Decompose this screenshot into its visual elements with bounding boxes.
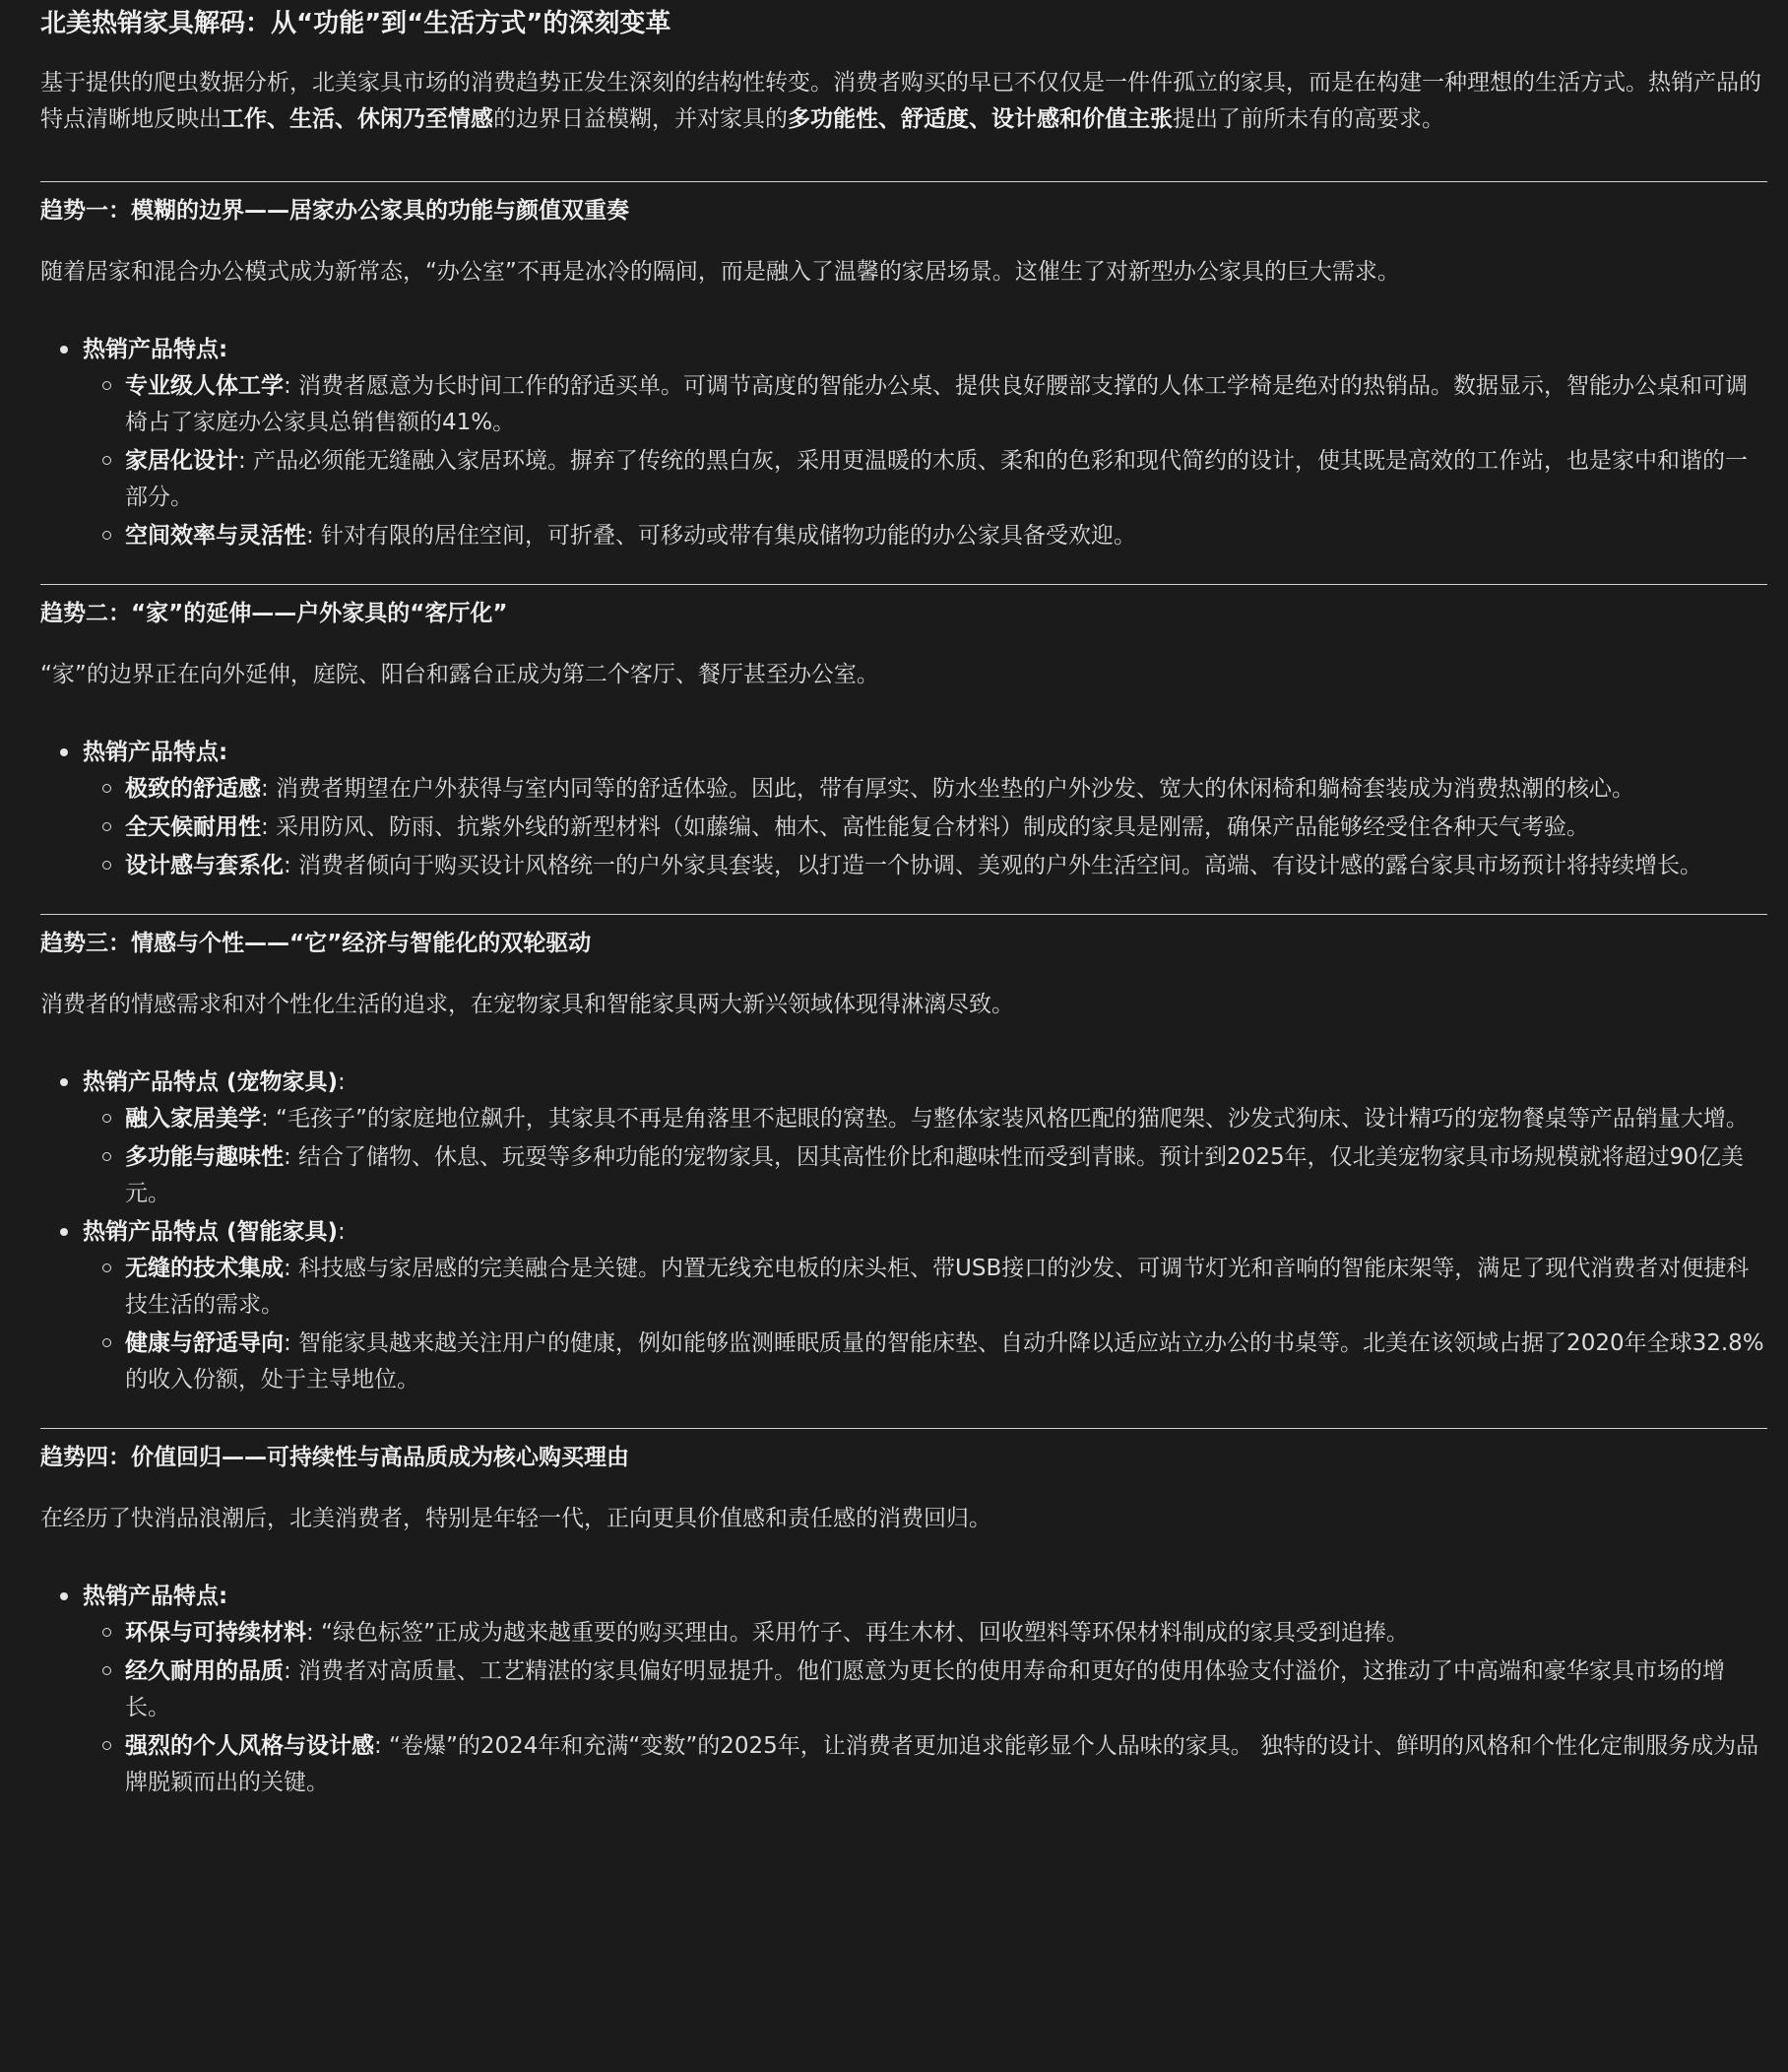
feature-item [83, 1251, 1766, 1324]
group-label-qualifier: (宠物家具) [219, 1069, 339, 1095]
group-label-text: 热销产品特点 [83, 337, 219, 362]
feature-item [83, 1653, 1766, 1726]
feature-group-label [83, 735, 1766, 771]
feature-item-text: : “绿色标签”正成为越来越重要的购买理由。采用竹子、再生木材、回收塑料等环保材料制成的家具受到追捧。 [306, 1620, 1409, 1646]
group-label-colon: : [219, 337, 228, 362]
feature-group-label [83, 332, 1766, 368]
feature-group-label [83, 1579, 1766, 1615]
feature-group [40, 735, 1766, 884]
trend-section [40, 194, 1766, 554]
group-label-colon: : [219, 1584, 228, 1609]
feature-group-label [83, 1214, 1766, 1251]
feature-item [83, 1326, 1766, 1398]
trends-container [40, 181, 1766, 1801]
group-label-text: 热销产品特点 [83, 1219, 219, 1245]
section-divider [40, 181, 1767, 182]
feature-items [83, 771, 1766, 884]
feature-item [83, 809, 1766, 846]
section-divider [40, 584, 1767, 585]
feature-item [83, 1615, 1766, 1651]
feature-group [40, 1214, 1766, 1398]
trend-description: 随着居家和混合办公模式成为新常态，“办公室”不再是冰冷的隔间，而是融入了温馨的家居场景。这催生了对新型办公家具的巨大需求。 [40, 259, 1400, 285]
trend-section [40, 1441, 1766, 1801]
feature-item-key: 家居化设计 [125, 448, 238, 474]
feature-item-key: 无缝的技术集成 [125, 1256, 284, 1281]
group-label-text: 热销产品特点 [83, 1584, 219, 1609]
group-label-colon: : [219, 740, 228, 765]
intro-paragraph [40, 65, 1766, 138]
section-divider [40, 1428, 1767, 1429]
feature-item-text: : 消费者期望在户外获得与室内同等的舒适体验。因此，带有厚实、防水坐垫的户外沙发、宽大的休闲椅和躺椅套装成为消费热潮的核心。 [261, 776, 1635, 802]
feature-item [83, 1101, 1766, 1137]
trend-heading: 趋势一：模糊的边界——居家办公家具的功能与颜值双重奏 [40, 198, 629, 224]
trend-description: “家”的边界正在向外延伸，庭院、阳台和露台正成为第二个客厅、餐厅甚至办公室。 [40, 662, 879, 687]
feature-item [83, 1728, 1766, 1801]
feature-items [83, 1101, 1766, 1212]
feature-item-text: : 产品必须能无缝融入家居环境。摒弃了传统的黑白灰，采用更温暖的木质、柔和的色彩和现代简约的设计，使其既是高效的工作站，也是家中和谐的一部分。 [125, 448, 1749, 510]
feature-item-text: : 消费者倾向于购买设计风格统一的户外家具套装，以打造一个协调、美观的户外生活空间。高端、有设计感的露台家具市场预计将持续增长。 [284, 853, 1703, 878]
feature-item [83, 1139, 1766, 1212]
group-label-text: 热销产品特点 [83, 740, 219, 765]
feature-item-text: : 针对有限的居住空间，可折叠、可移动或带有集成储物功能的办公家具备受欢迎。 [306, 523, 1137, 549]
intro-bold-1: 工作、生活、休闲乃至情感 [222, 106, 493, 132]
group-label-text: 热销产品特点 [83, 1069, 219, 1095]
trend-heading: 趋势三：情感与个性——“它”经济与智能化的双轮驱动 [40, 931, 592, 956]
feature-item [83, 771, 1766, 808]
feature-item-key: 设计感与套系化 [125, 853, 284, 878]
feature-list [40, 735, 1766, 884]
intro-bold-2: 多功能性、舒适度、设计感和价值主张 [788, 106, 1173, 132]
feature-item-key: 极致的舒适感 [125, 776, 261, 802]
group-label-colon: : [338, 1219, 346, 1245]
feature-item-key: 经久耐用的品质 [125, 1658, 284, 1684]
feature-items [83, 368, 1766, 554]
intro-text-2: 的边界日益模糊，并对家具的 [493, 106, 788, 132]
intro-text-3: 提出了前所未有的高要求。 [1173, 106, 1444, 132]
trend-section [40, 927, 1766, 1398]
feature-item-text: : “毛孩子”的家庭地位飙升，其家具不再是角落里不起眼的窝垫。与整体家装风格匹配的猫爬架、沙发式狗床、设计精巧的宠物餐桌等产品销量大增。 [261, 1106, 1749, 1132]
feature-group [40, 1579, 1766, 1801]
page-title: 北美热销家具解码：从“功能”到“生活方式”的深刻变革 [40, 9, 671, 38]
feature-items [83, 1251, 1766, 1398]
feature-item-text: : 采用防风、防雨、抗紫外线的新型材料（如藤编、柚木、高性能复合材料）制成的家具是刚需，确保产品能够经受住各种天气考验。 [261, 814, 1590, 840]
trend-heading: 趋势二：“家”的延伸——户外家具的“客厅化” [40, 601, 508, 626]
feature-list [40, 1065, 1766, 1398]
feature-item [83, 443, 1766, 516]
feature-item-text: : 科技感与家居感的完美融合是关键。内置无线充电板的床头柜、带USB接口的沙发、可调节灯光和音响的智能床架等，满足了现代消费者对便捷科技生活的需求。 [125, 1256, 1750, 1318]
feature-items [83, 1615, 1766, 1801]
feature-item-text: : 消费者愿意为长时间工作的舒适买单。可调节高度的智能办公桌、提供良好腰部支撑的人体工学椅是绝对的热销品。数据显示，智能办公桌和可调椅占了家庭办公家具总销售额的41%。 [125, 373, 1749, 435]
trend-heading: 趋势四：价值回归——可持续性与高品质成为核心购买理由 [40, 1445, 629, 1470]
feature-item-text: : 智能家具越来越关注用户的健康，例如能够监测睡眠质量的智能床垫、自动升降以适应站立办公的书桌等。北美在该领域占据了2020年全球32.8%的收入份额，处于主导地位。 [125, 1330, 1764, 1392]
feature-item-text: : 结合了储物、休息、玩耍等多种功能的宠物家具，因其高性价比和趣味性而受到青睐。预计到2025年，仅北美宠物家具市场规模就将超过90亿美元。 [125, 1144, 1744, 1206]
feature-item [83, 368, 1766, 441]
feature-list [40, 1579, 1766, 1801]
feature-item-key: 全天候耐用性 [125, 814, 261, 840]
trend-description: 消费者的情感需求和对个性化生活的追求，在宠物家具和智能家具两大新兴领域体现得淋漓尽致。 [40, 992, 1014, 1017]
feature-item [83, 518, 1766, 554]
feature-item-key: 融入家居美学 [125, 1106, 261, 1132]
feature-group-label [83, 1065, 1766, 1101]
feature-item-key: 空间效率与灵活性 [125, 523, 306, 549]
group-label-colon: : [338, 1069, 346, 1095]
trend-section [40, 597, 1766, 884]
feature-group [40, 1065, 1766, 1212]
trend-description: 在经历了快消品浪潮后，北美消费者，特别是年轻一代，正向更具价值感和责任感的消费回归。 [40, 1506, 991, 1531]
feature-item-key: 健康与舒适导向 [125, 1330, 284, 1356]
feature-item-key: 多功能与趣味性 [125, 1144, 284, 1170]
feature-item-key: 强烈的个人风格与设计感 [125, 1733, 374, 1759]
feature-list [40, 332, 1766, 554]
feature-group [40, 332, 1766, 554]
group-label-qualifier: (智能家具) [219, 1219, 339, 1245]
feature-item-text: : “卷爆”的2024年和充满“变数”的2025年，让消费者更加追求能彰显个人品味的家具。 独特的设计、鲜明的风格和个性化定制服务成为品牌脱颖而出的关键。 [125, 1733, 1759, 1795]
feature-item-key: 环保与可持续材料 [125, 1620, 306, 1646]
section-divider [40, 914, 1767, 915]
intro-text-1: 基于提供的爬虫数据分析，北美家具市场的消费趋势正发生深刻的结构性转变。消费者购买的早已不仅仅是一件件孤立的家具，而是在构建一种理想的生活方式。热销产品的特点清晰地反映出 [40, 70, 1761, 132]
feature-item-text: : 消费者对高质量、工艺精湛的家具偏好明显提升。他们愿意为更长的使用寿命和更好的使用体验支付溢价，这推动了中高端和豪华家具市场的增长。 [125, 1658, 1726, 1720]
feature-item [83, 848, 1766, 884]
feature-item-key: 专业级人体工学 [125, 373, 284, 399]
